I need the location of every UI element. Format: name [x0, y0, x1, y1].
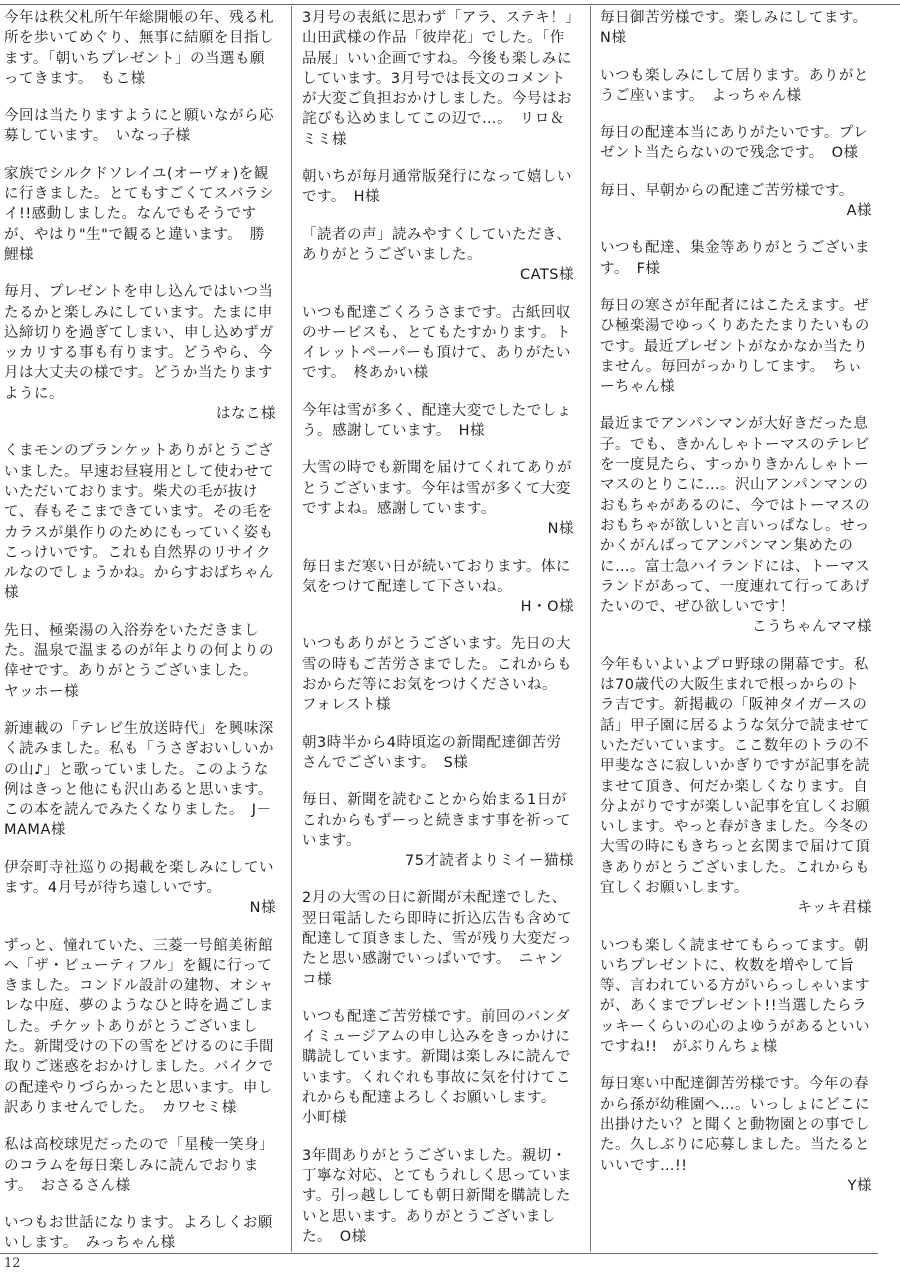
reader-letter: [4, 936, 276, 1119]
letter-text: 伊奈町寺社巡りの掲載を楽しみにしています。4月号が待ち遠しいです。: [4, 859, 274, 896]
reader-letter: [302, 1146, 574, 1247]
column-2: [302, 8, 574, 1264]
letter-text: 大雪の時でも新聞を届けてくれてありがとうございます。今年は雪が多くて大変ですよね。感謝しています。: [302, 460, 572, 517]
letter-text: いつも配達、集金等ありがとうございます。 F様: [600, 240, 870, 277]
reader-letter: [4, 106, 276, 147]
letter-text: いつもお世話になります。よろしくお願いします。 みっちゃん様: [4, 1215, 273, 1252]
letter-text: 毎日御苦労様です。楽しみにしてます。 N様: [600, 10, 876, 47]
letter-signature: キッキ君様: [797, 900, 872, 917]
letter-text: 先日、極楽湯の入浴券をいただきました。温泉で温まるのが年よりの何よりの倖せです。ありがとうございました。 ヤッホー様: [4, 622, 274, 700]
letter-signature: N様: [547, 521, 574, 538]
letter-text: 家族でシルクドソレイユ(オーヴォ)を観に行きました。とてもすごくてスバラシイ!!感動しました。なんでもそうですが、やはり"生"で観ると違います。 勝鯉様: [4, 165, 274, 263]
reader-letter: [4, 621, 276, 702]
reader-letter: [4, 1135, 276, 1196]
reader-letter: [600, 296, 872, 397]
reader-letter: [600, 1074, 872, 1196]
reader-letter: [600, 66, 872, 107]
reader-letter: [600, 8, 876, 49]
letter-text: 私は高校球児だったので「星稜一笑身」のコラムを毎日楽しみに読んでおります。 おさるさん様: [4, 1137, 274, 1194]
column-3: [600, 8, 876, 1213]
letter-text: いつも楽しく読ませてもらってます。朝いちプレゼントに、枚数を増やして旨等、言われている方がいらっしゃいますが、あくまでプレゼント!!当選したらラッキーくらいの心のよゆうがあるといいですね!! がぶりんちょ様: [600, 937, 870, 1056]
letter-text: ずっと、憧れていた、三菱一号館美術館へ「ザ・ビューティフル」を観に行ってきました。コンドル設計の建物、オシャレな中庭、夢のようなひと時を過ごしました。チケットありがとうございました。新聞受けの下の雪をどけるのに手間取りご迷惑をおかけしました。バイクでの配達やりづらかったと思います。申し訳ありませんでした。 カワセミ様: [4, 937, 274, 1116]
reader-letter: [600, 936, 872, 1058]
reader-letter: [600, 414, 872, 637]
reader-letter: [302, 634, 574, 715]
reader-letter: [302, 790, 574, 871]
reader-letter: [302, 303, 574, 384]
reader-letter: [302, 8, 574, 150]
letter-text: 毎日の配達本当にありがたいです。プレゼント当たらないので残念です。 O様: [600, 125, 869, 162]
top-rule: [0, 4, 900, 5]
reader-letter: [4, 441, 276, 603]
reader-letter: [600, 123, 872, 164]
letter-text: いつも配達ごくろうさまです。古紙回収のサービスも、とてもたすかります。トイレットペーパーも頂けて、ありがたいです。 柊あかい様: [302, 304, 571, 382]
letter-signature: こうちゃんママ様: [752, 619, 872, 636]
letter-text: くまモンのブランケットありがとうございました。早速お昼寝用として使わせていただいております。柴犬の毛が抜けて、春もそこまできています。その毛をカラスが巣作りのためにもっていく姿もこっけいです。これも自然界のリサイクルなのでしょうかね。からすおばちゃん様: [4, 443, 274, 602]
letter-text: 毎日まだ寒い日が続いております。体に気をつけて配達して下さいね。: [302, 558, 571, 595]
letter-text: 「読者の声」読みやすくしていただき、ありがとうございました。: [302, 226, 572, 263]
letter-text: 毎日寒い中配達御苦労様です。今年の春から孫が幼稚園へ…。いっしょにどこに出掛けたい？と聞くと動物園との事でした。久しぶりに応募しました。当たるといいです…!!: [600, 1076, 870, 1174]
reader-letter: [302, 225, 574, 286]
reader-letter: [302, 458, 574, 539]
bottom-rule: [0, 1253, 878, 1254]
reader-letter: [4, 282, 276, 424]
column-divider-1: [291, 6, 292, 1252]
reader-letter: [302, 401, 574, 442]
letter-text: いつも配達ご苦労様です。前回のバンダイミュージアムの申し込みをきっかけに購読しています。新聞は楽しみに読んでいます。くれぐれも事故に気を付けてこれからも配達よろしくお願いします。 小町様: [302, 1008, 571, 1127]
reader-letter: [600, 181, 872, 222]
reader-letter: [600, 655, 872, 919]
letter-text: 毎日の寒さが年配者にはこたえます。ぜひ極楽湯でゆっくりあたたまりたいものです。最近プレゼントがなかなか当たりません。毎回がっかりしてます。 ちぃーちゃん様: [600, 297, 870, 396]
reader-letter: [4, 719, 276, 841]
letter-signature: Y様: [847, 1177, 872, 1194]
page-number: 12: [4, 1256, 21, 1271]
letter-signature: はなこ様: [216, 406, 276, 423]
reader-letter: [4, 164, 276, 265]
letter-text: 最近までアンパンマンが大好きだった息子。でも、きかんしゃトーマスのテレビを一度見たら、すっかりきかんしゃトーマスのとりこに…。沢山アンパンマンのおもちゃがあるのに、今ではトーマスのおもちゃが欲しいと言いっぱなし。せっかくがんばってアンパンマン集めたのに…。富士急ハイランドには、トーマスランドがあって、一度連れて行ってあげたいので、ぜひ欲しいです！: [600, 416, 870, 616]
letter-text: いつも楽しみにして居ります。ありがとうご座います。 よっちゃん様: [600, 67, 869, 104]
letter-signature: CATS様: [520, 267, 574, 284]
letter-text: 3月号の表紙に思わず「アラ、ステキ！」山田武様の作品「彼岸花」でした。「作品展」いい企画ですね。今後も楽しみにしています。3月号では長文のコメントが大変ご負担おかけしました。今号はお詫びも込めましてこの辺で…。 リロ＆ミミ様: [302, 10, 574, 148]
letter-signature: 75才読者よりミイー猫様: [404, 853, 574, 870]
reader-letter: [600, 238, 872, 279]
column-1: [4, 8, 276, 1271]
reader-letter: [302, 557, 574, 618]
letter-text: 今年は雪が多く、配達大変でしたでしょう。感謝しています。 H様: [302, 402, 572, 440]
letter-text: 今年は秩父札所午年総開帳の年、残る札所を歩いてめぐり、無事に結願を目指します。「朝いちプレゼント」の当選も願ってきます。 もこ様: [4, 10, 274, 87]
letter-text: 朝3時半から4時頃迄の新聞配達御苦労さんでございます。 S様: [302, 734, 562, 771]
letter-signature: A様: [846, 203, 872, 220]
letter-text: 朝いちが毎月通常版発行になって嬉しいです。 H様: [302, 169, 572, 206]
letter-text: 毎日、早朝からの配達ご苦労様です。: [600, 182, 854, 199]
reader-letter: [4, 8, 276, 89]
reader-letter: [4, 1213, 276, 1254]
letter-text: 毎日、新聞を読むことから始まる1日がこれからもずーっと続きます事を祈っています。: [302, 792, 571, 849]
column-divider-2: [590, 6, 591, 1252]
reader-letter: [302, 888, 574, 989]
letter-text: 3年間ありがとうございました。親切・丁寧な対応、とてもうれしく思っています。引っ越ししても朝日新聞を購読したいと思います。ありがとうございました。 O様: [302, 1147, 572, 1245]
reader-letter: [302, 167, 574, 208]
letter-text: 今回は当たりますようにと願いながら応募しています。 いなっ子様: [4, 108, 274, 145]
letter-text: いつもありがとうございます。先日の大雪の時もご苦労さまでした。これからもおからだ等にお気をつけくださいね。 フォレスト様: [302, 636, 572, 714]
reader-letter: [302, 733, 574, 774]
letter-text: 毎月、プレゼントを申し込んではいつ当たるかと楽しみにしています。たまに申込締切りを過ぎてしまい、申し込めずガッカリする事も有ります。どうやら、今月は大丈夫の様です。どうか当たりますように。: [4, 284, 274, 402]
reader-letter: [4, 858, 276, 919]
reader-letter: [302, 1007, 574, 1129]
letter-text: 今年もいよいよプロ野球の開幕です。私は70歳代の大阪生まれで根っからのトラ吉です。新掲載の「阪神タイガースの話」甲子園に居るような気分で読ませていただいています。ここ数年のトラの不甲斐なさに寂しいかぎりですが記事を読ませて頂き、何だか楽しくなります。自分よがりですが楽しい記事を宜しくお願いします。やっと春がきました。今冬の大雪の時にもきちっと玄関まで届けて頂きありがとうございました。これからも宜しくお願いします。: [600, 656, 870, 896]
letter-signature: N様: [249, 900, 276, 917]
letter-signature: H・O様: [520, 599, 574, 616]
letter-text: 新連載の「テレビ生放送時代」を興味深く読みました。私も「うさぎおいしいかの山♪」と歌っていました。このような例はきっと他にも沢山あると思います。この本を読んでみたくなりました。 J－MAMA様: [4, 720, 274, 839]
letter-text: 2月の大雪の日に新聞が未配達でした、翌日電話したら即時に折込広告も含めて配達して頂きました、雪が残り大変だったと思い感謝でいっぱいです。 ニャンコ様: [302, 890, 572, 988]
